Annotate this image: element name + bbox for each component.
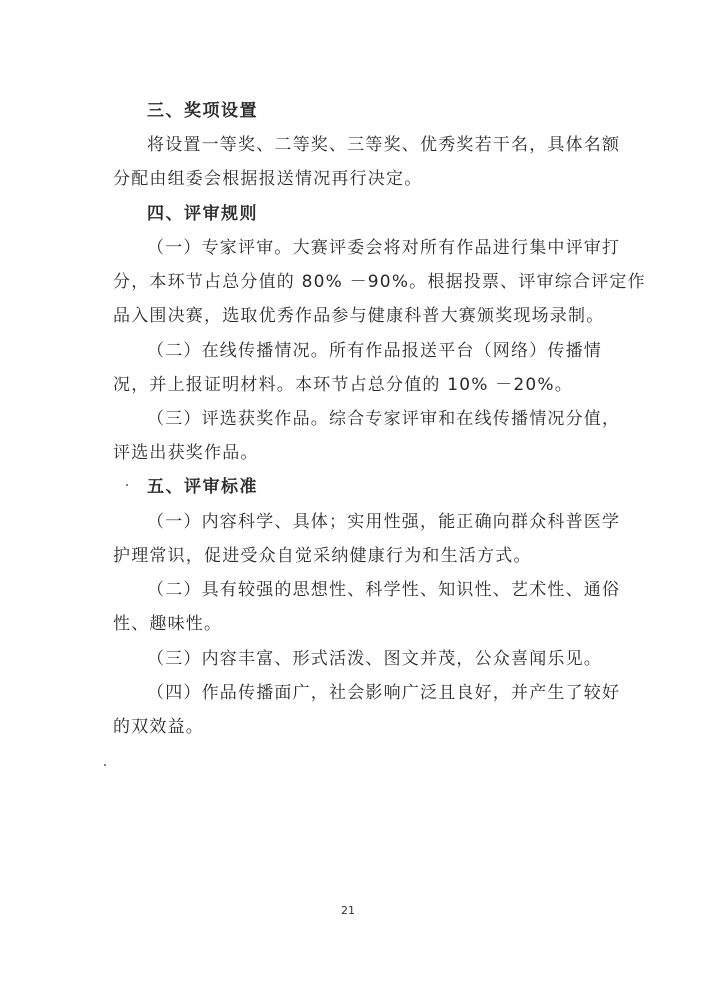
paragraph-line: （一）专家评审。大赛评委会将对所有作品进行集中评审打 — [147, 238, 621, 258]
scan-mark — [126, 484, 128, 486]
paragraph-line: 护理常识，促进受众自觉采纳健康行为和生活方式。 — [113, 546, 532, 566]
section-heading-awards: 三、奖项设置 — [147, 101, 258, 121]
paragraph-line: 的双效益。 — [113, 717, 204, 737]
section-heading-review-rules: 四、评审规则 — [147, 204, 258, 224]
paragraph-line: （四）作品传播面广，社会影响广泛且良好，并产生了较好 — [147, 683, 621, 703]
paragraph-line: （三）评选获奖作品。综合专家评审和在线传播情况分值， — [147, 409, 621, 429]
page-number: 21 — [341, 904, 355, 917]
paragraph-line: 性、趣味性。 — [113, 614, 223, 634]
paragraph-line: 评选出获奖作品。 — [113, 443, 259, 463]
paragraph-line: （二）在线传播情况。所有作品报送平台（网络）传播情 — [147, 341, 602, 361]
paragraph-line: 品入围决赛，选取优秀作品参与健康科普大赛颁奖现场录制。 — [113, 306, 605, 326]
scan-mark — [104, 764, 106, 766]
paragraph-line: （二）具有较强的思想性、科学性、知识性、艺术性、通俗 — [147, 580, 621, 600]
paragraph-line: （三）内容丰富、形式活泼、图文并茂，公众喜闻乐见。 — [147, 649, 602, 669]
paragraph-line: 况，并上报证明材料。本环节占总分值的 10% －20%。 — [113, 375, 573, 395]
paragraph-line: 分，本环节占总分值的 80% －90%。根据投票、评审综合评定作 — [113, 272, 646, 292]
paragraph-line: 分配由组委会根据报送情况再行决定。 — [113, 169, 423, 189]
paragraph-line: （一）内容科学、具体；实用性强，能正确向群众科普医学 — [147, 512, 621, 532]
section-heading-review-criteria: 五、评审标准 — [147, 477, 258, 497]
paragraph-line: 将设置一等奖、二等奖、三等奖、优秀奖若干名，具体名额 — [147, 135, 621, 155]
